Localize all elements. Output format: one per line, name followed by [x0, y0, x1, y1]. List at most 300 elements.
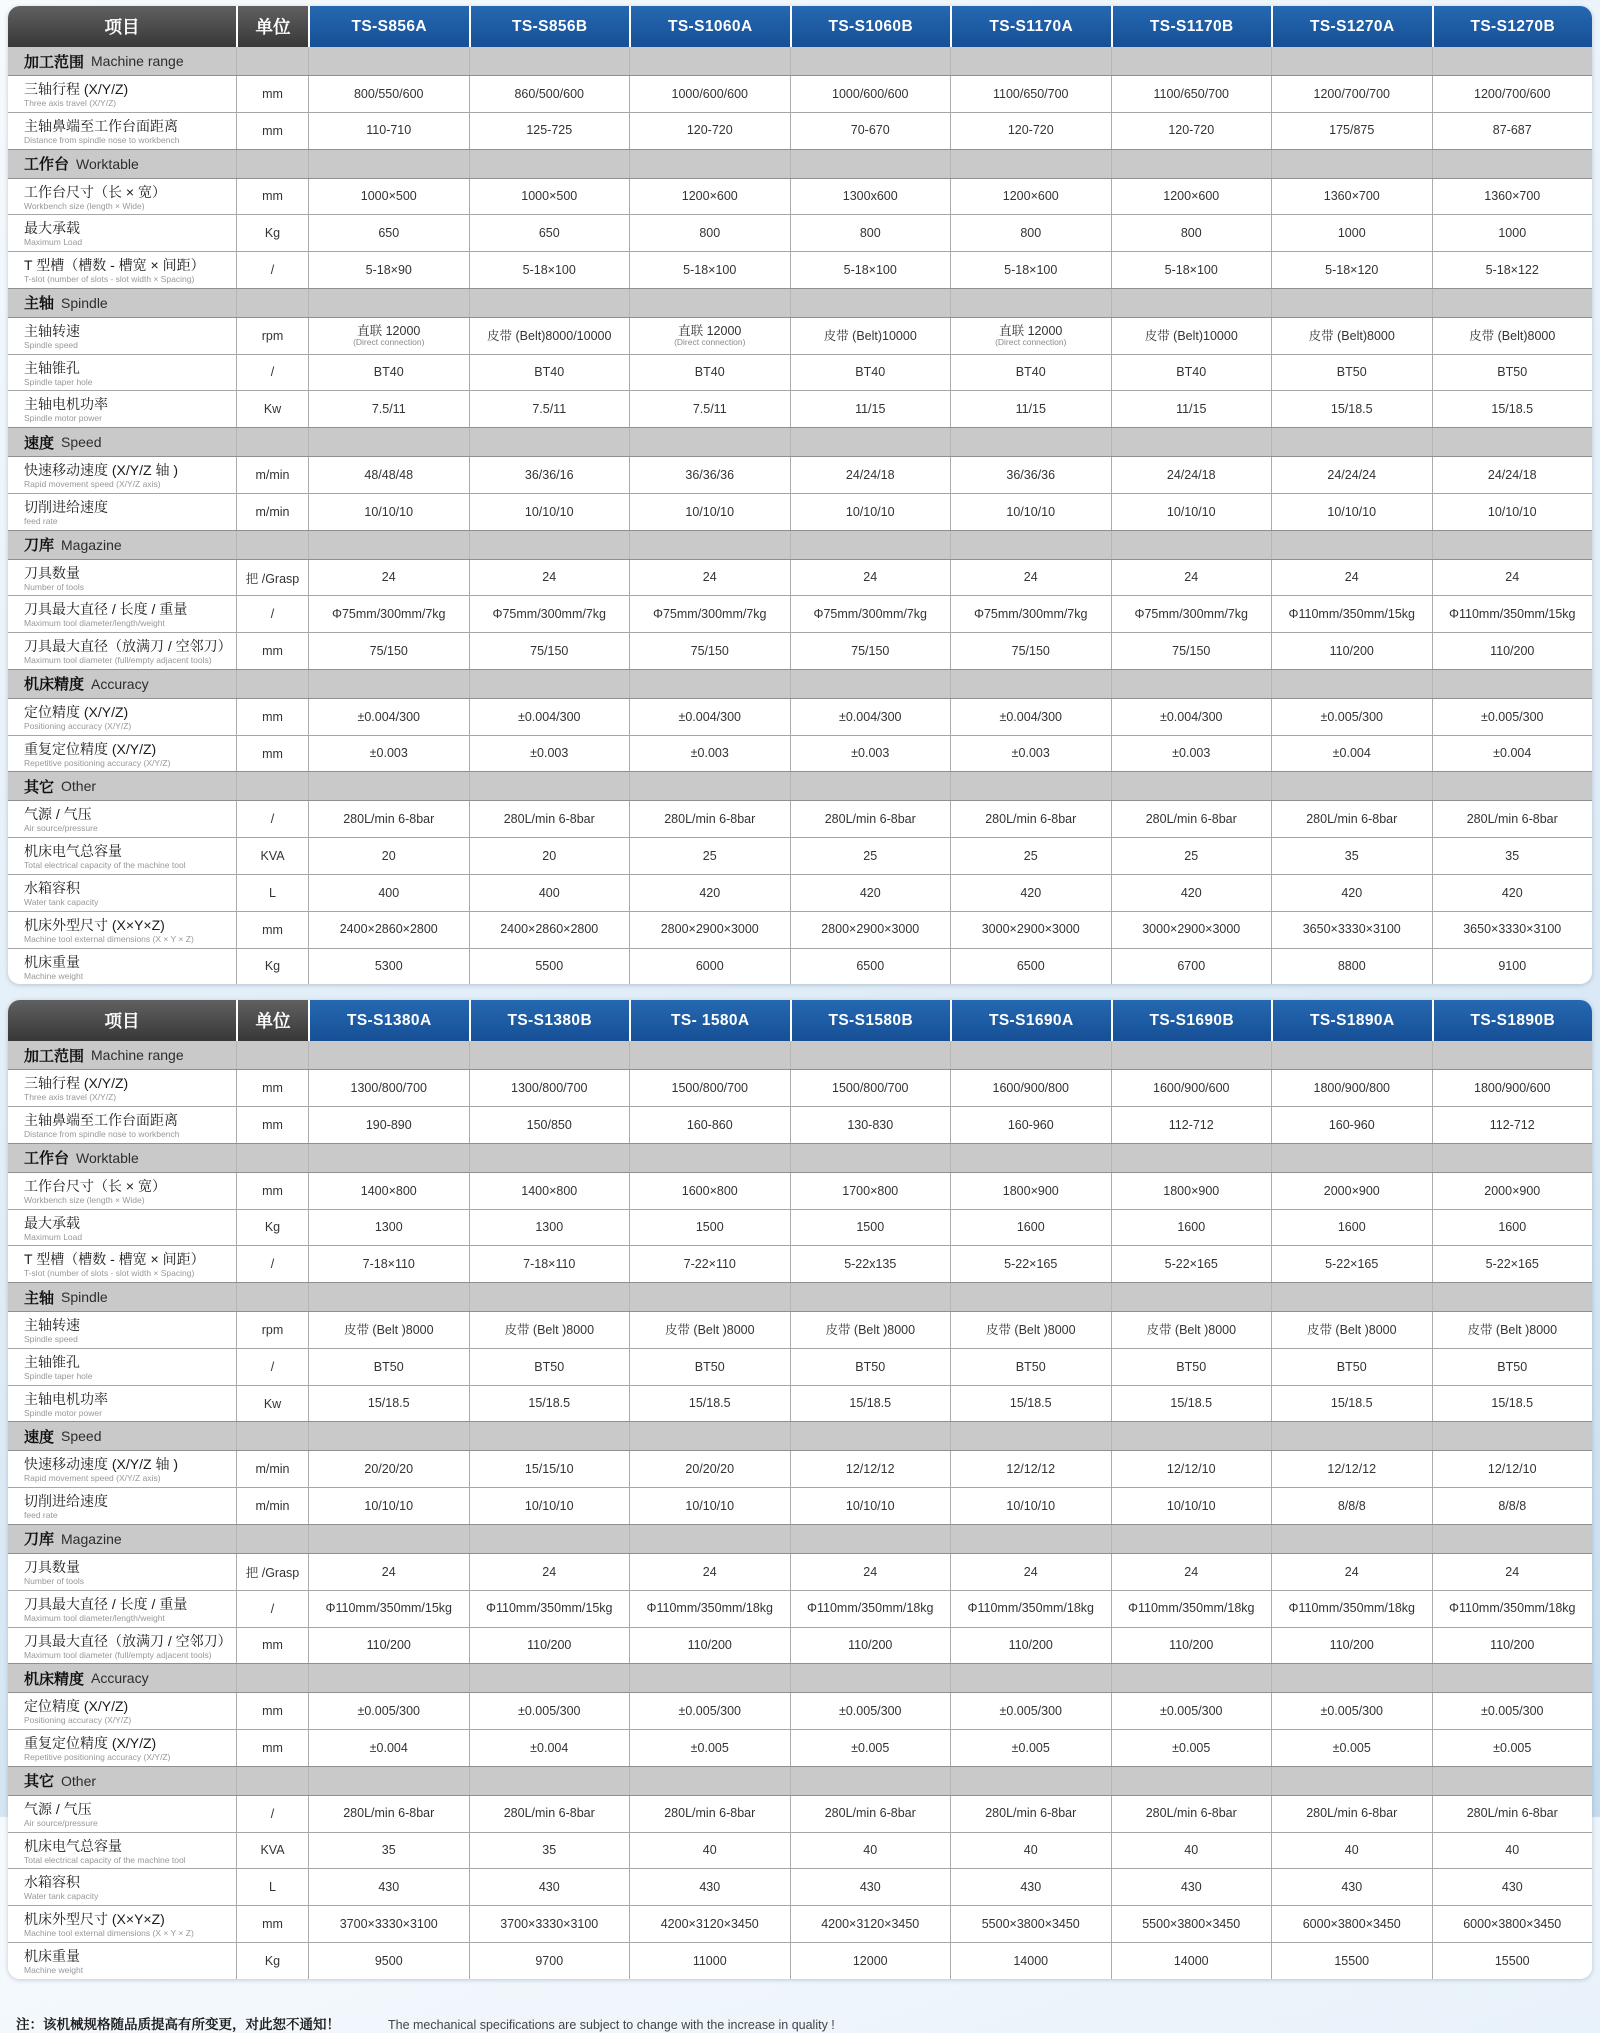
section-band-cell [790, 1041, 951, 1069]
row-label-en: Spindle taper hole [24, 376, 93, 387]
spec-value: 3700×3330×3100 [469, 1906, 630, 1942]
row-label-en: Maximum tool diameter (full/empty adjacent tools) [24, 1649, 212, 1660]
row-unit: mm [236, 113, 308, 149]
spec-value: 10/10/10 [950, 1488, 1111, 1524]
spec-value: 420 [1271, 875, 1432, 911]
row-label [8, 1591, 236, 1627]
row-label-zh: 水箱容积 [24, 880, 80, 897]
row-label [8, 113, 236, 149]
section-title-zh: 刀库 [24, 1531, 55, 1549]
row-unit: m/min [236, 1451, 308, 1487]
section-band-cell [308, 531, 469, 559]
spec-value: 4200×3120×3450 [790, 1906, 951, 1942]
spec-value: 3650×3330×3100 [1271, 912, 1432, 948]
row-unit: / [236, 1349, 308, 1385]
section-band-cell [790, 428, 951, 456]
spec-row [8, 1451, 1592, 1487]
spec-value: 280L/min 6-8bar [1111, 1796, 1272, 1832]
row-label-zh: 定位精度 (X/Y/Z) [24, 1698, 129, 1715]
column-header-unit: 单位 [236, 1000, 308, 1041]
section-title [8, 1525, 236, 1553]
row-label-en: Machine tool external dimensions (X × Y × Z) [24, 1928, 194, 1939]
spec-value: 430 [790, 1869, 951, 1905]
section-title-zh: 工作台 [24, 1150, 70, 1168]
section-band-cell [1432, 1144, 1593, 1172]
spec-value: Φ75mm/300mm/7kg [308, 596, 469, 632]
section-band-cell [629, 772, 790, 800]
row-unit: mm [236, 633, 308, 669]
spec-value: 12000 [790, 1943, 951, 1979]
spec-value: 120-720 [629, 113, 790, 149]
section-title-en: Machine range [91, 1047, 184, 1064]
row-label [8, 1210, 236, 1246]
row-label [8, 875, 236, 911]
spec-value: 1400×800 [469, 1173, 630, 1209]
row-label [8, 318, 236, 354]
spec-value: 35 [469, 1833, 630, 1869]
section-title-en: Accuracy [91, 1670, 149, 1687]
section-band-cell [629, 150, 790, 178]
spec-row [8, 560, 1592, 596]
spec-value: 175/875 [1271, 113, 1432, 149]
spec-value: 皮带 (Belt)8000 [1271, 318, 1432, 354]
section-title-zh: 其它 [24, 1773, 55, 1791]
row-label-zh: 机床电气总容量 [24, 843, 122, 860]
row-label [8, 1312, 236, 1348]
spec-value: Φ75mm/300mm/7kg [1111, 596, 1272, 632]
spec-value: 15500 [1432, 1943, 1593, 1979]
section-header-row [8, 427, 1592, 457]
spec-value: 15/18.5 [1432, 391, 1593, 427]
spec-value: 1600/900/800 [950, 1070, 1111, 1106]
spec-value: 36/36/36 [629, 457, 790, 493]
spec-value: 75/150 [629, 633, 790, 669]
spec-value: 15/18.5 [1432, 1386, 1593, 1422]
row-label-en: Maximum tool diameter/length/weight [24, 618, 165, 629]
row-label-en: Positioning accuracy (X/Y/Z) [24, 1715, 132, 1726]
spec-value: 15/18.5 [950, 1386, 1111, 1422]
column-header-model: TS-S1270A [1271, 6, 1432, 47]
spec-value: 1800×900 [1111, 1173, 1272, 1209]
spec-value: 5500×3800×3450 [950, 1906, 1111, 1942]
section-band-cell [1111, 47, 1272, 75]
section-band-cell [469, 289, 630, 317]
spec-value: 650 [469, 215, 630, 251]
spec-value: 24 [1271, 1554, 1432, 1590]
spec-value: 1200×600 [629, 179, 790, 215]
spec-value: 400 [308, 875, 469, 911]
spec-value: 110/200 [469, 1628, 630, 1664]
spec-value: 7-18×110 [308, 1246, 469, 1282]
spec-value: 11000 [629, 1943, 790, 1979]
row-unit: m/min [236, 1488, 308, 1524]
spec-value: ±0.005/300 [1111, 1693, 1272, 1729]
section-header-row [8, 1143, 1592, 1173]
section-title-zh: 主轴 [24, 295, 55, 313]
spec-value: 650 [308, 215, 469, 251]
column-header-model: TS-S1690A [950, 1000, 1111, 1041]
section-header-row [8, 771, 1592, 801]
section-title-en: Magazine [61, 536, 122, 553]
row-label-zh: T 型槽（槽数 - 槽宽 × 间距） [24, 257, 205, 274]
section-band-cell [1271, 772, 1432, 800]
spec-row [8, 874, 1592, 911]
spec-value: BT50 [1271, 355, 1432, 391]
section-title-en: Other [61, 1772, 97, 1789]
spec-value: 6700 [1111, 949, 1272, 985]
spec-value: 25 [1111, 838, 1272, 874]
spec-value: 1300 [469, 1210, 630, 1246]
spec-value: 35 [308, 1833, 469, 1869]
spec-value: 120-720 [950, 113, 1111, 149]
row-unit: L [236, 875, 308, 911]
section-band-cell [1432, 1525, 1593, 1553]
row-unit: Kw [236, 391, 308, 427]
spec-value: ±0.004 [308, 1730, 469, 1766]
section-band-cell [790, 772, 951, 800]
spec-row [8, 1385, 1592, 1422]
row-label [8, 1943, 236, 1979]
row-label-en: Maximum tool diameter (full/empty adjacent tools) [24, 655, 212, 666]
spec-value: 24/24/18 [1432, 457, 1593, 493]
spec-value: 1600 [1432, 1210, 1593, 1246]
section-title [8, 289, 236, 317]
spec-value: 20 [308, 838, 469, 874]
spec-value: ±0.005/300 [308, 1693, 469, 1729]
spec-value: 1360×700 [1432, 179, 1593, 215]
row-label-en: Distance from spindle nose to workbench [24, 134, 180, 145]
section-header-row [8, 1421, 1592, 1451]
section-band-cell [629, 289, 790, 317]
row-label-en: Machine tool external dimensions (X × Y × Z) [24, 933, 194, 944]
row-unit: mm [236, 179, 308, 215]
section-band-cell [308, 289, 469, 317]
spec-row [8, 1070, 1592, 1106]
section-header-row [8, 1524, 1592, 1554]
spec-row [8, 251, 1592, 288]
section-band-cell [469, 531, 630, 559]
section-header-row [8, 149, 1592, 179]
spec-value: 10/10/10 [790, 494, 951, 530]
spec-value: 7.5/11 [629, 391, 790, 427]
row-label-en: Three axis travel (X/Y/Z) [24, 1092, 117, 1103]
spec-value: 15/18.5 [308, 1386, 469, 1422]
spec-value: 280L/min 6-8bar [629, 1796, 790, 1832]
spec-value: 1500 [790, 1210, 951, 1246]
section-band-cell [950, 1525, 1111, 1553]
spec-value: ±0.005/300 [950, 1693, 1111, 1729]
row-label-en: Maximum tool diameter/length/weight [24, 1612, 165, 1623]
spec-value: 6000×3800×3450 [1432, 1906, 1593, 1942]
column-header-model: TS-S1890B [1432, 1000, 1593, 1041]
row-label [8, 1451, 236, 1487]
section-band-cell [308, 1767, 469, 1795]
spec-value: 430 [1432, 1869, 1593, 1905]
spec-value: 400 [469, 875, 630, 911]
spec-value: 2000×900 [1432, 1173, 1593, 1209]
spec-value: 5300 [308, 949, 469, 985]
spec-value: 1400×800 [308, 1173, 469, 1209]
spec-value: 430 [308, 1869, 469, 1905]
row-unit: KVA [236, 1833, 308, 1869]
spec-value: 6500 [950, 949, 1111, 985]
section-band-cell [1271, 1767, 1432, 1795]
section-title-zh: 机床精度 [24, 676, 85, 694]
spec-value: 800 [790, 215, 951, 251]
spec-value: 10/10/10 [308, 1488, 469, 1524]
row-label-zh: 主轴转速 [24, 1317, 80, 1334]
section-band-cell [629, 1283, 790, 1311]
section-band-cell [1432, 289, 1593, 317]
section-band-cell [1271, 1283, 1432, 1311]
spec-value: 1500 [629, 1210, 790, 1246]
spec-value: ±0.005/300 [629, 1693, 790, 1729]
section-band-cell [469, 1283, 630, 1311]
spec-value: 430 [950, 1869, 1111, 1905]
spec-value: Φ75mm/300mm/7kg [950, 596, 1111, 632]
spec-value: 8800 [1271, 949, 1432, 985]
section-title-zh: 其它 [24, 778, 55, 796]
spec-value: 1300/800/700 [308, 1070, 469, 1106]
spec-value: 110/200 [1111, 1628, 1272, 1664]
spec-value: 1800×900 [950, 1173, 1111, 1209]
section-band-cell [1111, 150, 1272, 178]
spec-value: 10/10/10 [790, 1488, 951, 1524]
spec-row [8, 801, 1592, 837]
spec-value: 1000/600/600 [790, 76, 951, 112]
column-header-unit: 单位 [236, 6, 308, 47]
spec-value: 1000 [1271, 215, 1432, 251]
spec-value: 36/36/36 [950, 457, 1111, 493]
spec-value: 10/10/10 [629, 1488, 790, 1524]
section-band-cell [1271, 1144, 1432, 1172]
section-title-zh: 工作台 [24, 156, 70, 174]
spec-value: 40 [790, 1833, 951, 1869]
row-label-en: T-slot (number of slots - slot width × Spacing) [24, 1268, 195, 1279]
spec-row [8, 735, 1592, 772]
section-band-cell [950, 772, 1111, 800]
section-band-cell [629, 47, 790, 75]
spec-value: 6000 [629, 949, 790, 985]
section-header-row [8, 669, 1592, 699]
row-label [8, 1173, 236, 1209]
spec-value: 5-18×100 [469, 252, 630, 288]
spec-row [8, 1905, 1592, 1942]
row-label-zh: 机床外型尺寸 (X×Y×Z) [24, 916, 165, 933]
row-label-en: Rapid movement speed (X/Y/Z axis) [24, 479, 161, 490]
spec-table-2 [8, 1000, 1592, 1978]
spec-value: BT40 [790, 355, 951, 391]
spec-value: 1800/900/600 [1432, 1070, 1593, 1106]
row-unit: / [236, 1591, 308, 1627]
row-label [8, 1554, 236, 1590]
spec-row [8, 1729, 1592, 1766]
row-label [8, 1070, 236, 1106]
section-band-cell [1271, 1664, 1432, 1692]
row-label [8, 494, 236, 530]
row-label-zh: 主轴鼻端至工作台面距离 [24, 1112, 178, 1129]
row-label [8, 560, 236, 596]
row-label-en: Three axis travel (X/Y/Z) [24, 98, 117, 108]
spec-value: ±0.005 [790, 1730, 951, 1766]
row-label-zh: 三轴行程 (X/Y/Z) [24, 1075, 129, 1092]
row-label-zh: 最大承载 [24, 220, 80, 237]
spec-value: 5-18×100 [1111, 252, 1272, 288]
spec-value: 160-960 [950, 1107, 1111, 1143]
row-unit: m/min [236, 494, 308, 530]
row-label [8, 179, 236, 215]
spec-value: 24/24/18 [1111, 457, 1272, 493]
spec-value: ±0.003 [308, 736, 469, 772]
spec-value: 280L/min 6-8bar [308, 1796, 469, 1832]
spec-value: 1500/800/700 [790, 1070, 951, 1106]
spec-value: ±0.004 [1271, 736, 1432, 772]
spec-value: 皮带 (Belt )8000 [790, 1312, 951, 1348]
row-label-zh: 最大承载 [24, 1214, 80, 1231]
spec-value: 皮带 (Belt)8000 [1432, 318, 1593, 354]
row-unit: Kg [236, 1210, 308, 1246]
spec-value: Φ75mm/300mm/7kg [790, 596, 951, 632]
section-title-zh: 加工范围 [24, 1047, 85, 1065]
spec-value: ±0.003 [790, 736, 951, 772]
spec-value: 15/18.5 [469, 1386, 630, 1422]
spec-value: 5500 [469, 949, 630, 985]
row-label-en: Number of tools [24, 1575, 84, 1586]
spec-value: ±0.004/300 [1111, 699, 1272, 735]
row-label-en: Machine weight [24, 970, 84, 981]
section-title [8, 1767, 236, 1795]
spec-value: 24 [1432, 1554, 1593, 1590]
spec-value: 280L/min 6-8bar [790, 801, 951, 837]
spec-value: 8/8/8 [1271, 1488, 1432, 1524]
row-label-en: Workbench size (length × Wide) [24, 1194, 145, 1205]
spec-value: ±0.005/300 [1271, 1693, 1432, 1729]
spec-value: 皮带 (Belt )8000 [1271, 1312, 1432, 1348]
row-label-en: Total electrical capacity of the machine tool [24, 1854, 186, 1865]
row-label-zh: 主轴电机功率 [24, 1390, 108, 1407]
section-band-cell [629, 1041, 790, 1069]
section-band-cell [790, 47, 951, 75]
spec-value: BT50 [1271, 1349, 1432, 1385]
spec-value: 15/18.5 [629, 1386, 790, 1422]
spec-value: 5-18×90 [308, 252, 469, 288]
spec-value: 24 [1432, 560, 1593, 596]
row-label-en: Spindle speed [24, 339, 78, 350]
spec-value: Φ110mm/350mm/18kg [1111, 1591, 1272, 1627]
spec-row [8, 1173, 1592, 1209]
spec-value: 40 [1432, 1833, 1593, 1869]
spec-value: 110/200 [629, 1628, 790, 1664]
section-band-cell [629, 1664, 790, 1692]
spec-value: BT40 [629, 355, 790, 391]
row-label-en: Rapid movement speed (X/Y/Z axis) [24, 1473, 161, 1484]
spec-value: 110-710 [308, 113, 469, 149]
spec-value-main: 直联 12000 [678, 323, 742, 338]
spec-table-1 [8, 6, 1592, 984]
section-band-cell [236, 670, 308, 698]
section-title-en: Speed [61, 434, 102, 451]
row-label-en: Spindle taper hole [24, 1370, 93, 1381]
section-band-cell [469, 1664, 630, 1692]
row-label-en: Machine weight [24, 1964, 84, 1975]
section-band-cell [469, 1144, 630, 1172]
column-header-model: TS-S1690B [1111, 1000, 1272, 1041]
spec-value: 112-712 [1432, 1107, 1593, 1143]
row-label [8, 76, 236, 112]
row-label [8, 1107, 236, 1143]
section-band-cell [1271, 1422, 1432, 1450]
section-title [8, 531, 236, 559]
row-unit: / [236, 1246, 308, 1282]
section-title-en: Spindle [61, 294, 108, 311]
spec-row [8, 1693, 1592, 1729]
spec-value: ±0.005 [1111, 1730, 1272, 1766]
spec-row [8, 837, 1592, 874]
row-unit: mm [236, 1173, 308, 1209]
spec-value: 24 [308, 560, 469, 596]
spec-value: 5-22x135 [790, 1246, 951, 1282]
section-band-cell [308, 47, 469, 75]
row-label [8, 838, 236, 874]
spec-value: 280L/min 6-8bar [469, 801, 630, 837]
spec-value: ±0.005/300 [1432, 1693, 1593, 1729]
section-title-zh: 速度 [24, 434, 55, 452]
spec-value: 190-890 [308, 1107, 469, 1143]
section-band-cell [236, 1283, 308, 1311]
spec-value: 12/12/10 [1432, 1451, 1593, 1487]
spec-value: 40 [1111, 1833, 1272, 1869]
section-title [8, 47, 236, 75]
spec-value: 35 [1432, 838, 1593, 874]
spec-value: 15/18.5 [790, 1386, 951, 1422]
section-band-cell [469, 428, 630, 456]
spec-value: ±0.003 [629, 736, 790, 772]
spec-value: 800 [950, 215, 1111, 251]
spec-value: 160-960 [1271, 1107, 1432, 1143]
spec-value: 24 [469, 560, 630, 596]
footnote-en: The mechanical specifications are subject to change with the increase in quality ! [388, 2017, 835, 2032]
section-band-cell [1432, 428, 1593, 456]
section-band-cell [1111, 1041, 1272, 1069]
row-label-en: Distance from spindle nose to workbench [24, 1129, 180, 1140]
spec-value: 5500×3800×3450 [1111, 1906, 1272, 1942]
spec-value: 3000×2900×3000 [1111, 912, 1272, 948]
spec-value: 15/18.5 [1271, 1386, 1432, 1422]
spec-value: 5-22×165 [950, 1246, 1111, 1282]
spec-value: 2800×2900×3000 [629, 912, 790, 948]
row-unit: mm [236, 1906, 308, 1942]
spec-value: 150/850 [469, 1107, 630, 1143]
spec-value: 1800/900/800 [1271, 1070, 1432, 1106]
row-unit: mm [236, 736, 308, 772]
row-unit: mm [236, 699, 308, 735]
row-unit: / [236, 1796, 308, 1832]
spec-value: 25 [629, 838, 790, 874]
row-label-en: Number of tools [24, 581, 84, 592]
spec-value: 24 [950, 560, 1111, 596]
row-label-zh: 定位精度 (X/Y/Z) [24, 703, 129, 720]
spec-value: 12/12/12 [1271, 1451, 1432, 1487]
spec-row [8, 911, 1592, 948]
row-label [8, 457, 236, 493]
section-band-cell [790, 1664, 951, 1692]
spec-value: 40 [950, 1833, 1111, 1869]
spec-value: 5-22×165 [1271, 1246, 1432, 1282]
section-title-zh: 主轴 [24, 1289, 55, 1307]
column-header-model: TS- 1580A [629, 1000, 790, 1041]
spec-value: 15/15/10 [469, 1451, 630, 1487]
section-band-cell [790, 1144, 951, 1172]
